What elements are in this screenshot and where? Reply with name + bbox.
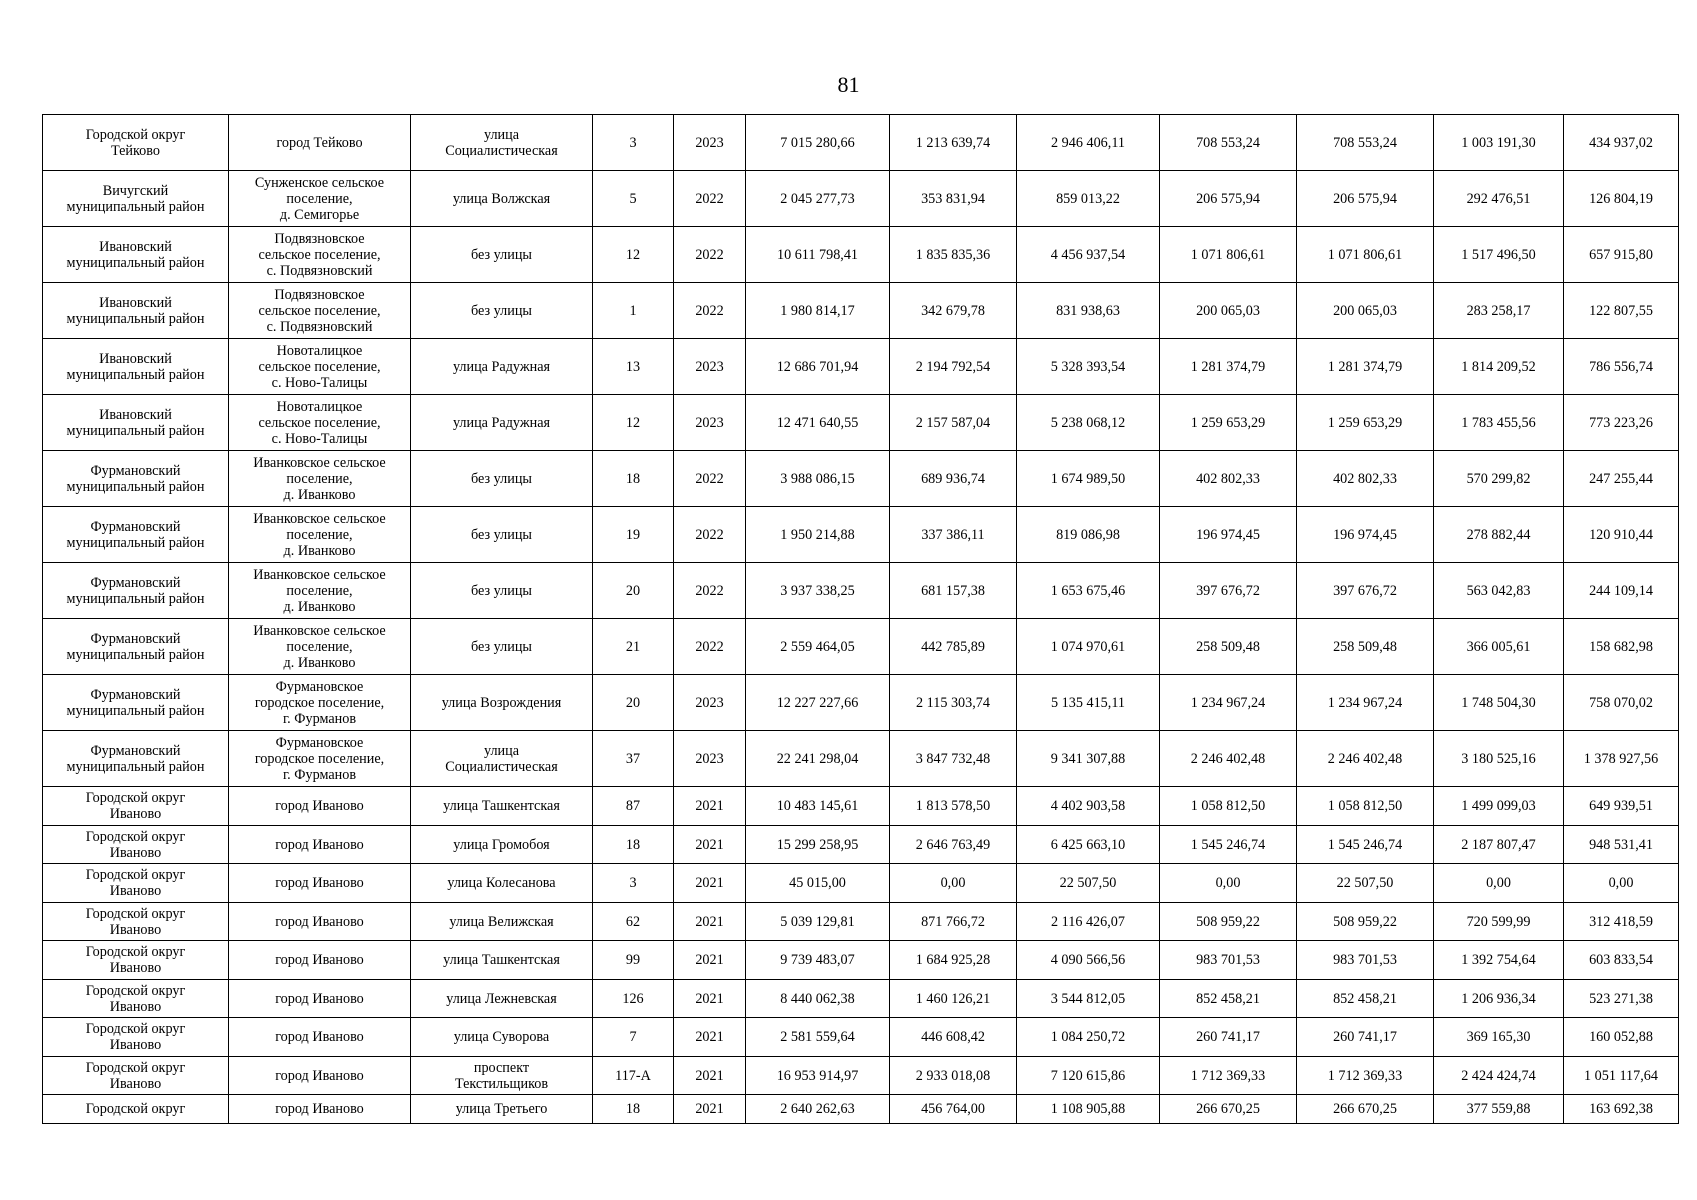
amount-cell: 1 058 812,50 (1160, 787, 1297, 826)
year-cell: 2023 (674, 731, 746, 787)
amount-cell: 1 378 927,56 (1564, 731, 1679, 787)
amount-cell: 1 213 639,74 (890, 115, 1017, 171)
amount-cell: 442 785,89 (890, 619, 1017, 675)
amount-cell: 0,00 (1160, 864, 1297, 903)
amount-cell: 1 783 455,56 (1434, 395, 1564, 451)
amount-cell: 948 531,41 (1564, 826, 1679, 864)
amount-cell: 12 227 227,66 (746, 675, 890, 731)
street-cell: без улицы (411, 619, 593, 675)
street-cell: без улицы (411, 227, 593, 283)
amount-cell: 1 653 675,46 (1017, 563, 1160, 619)
amount-cell: 1 814 209,52 (1434, 339, 1564, 395)
amount-cell: 196 974,45 (1160, 507, 1297, 563)
amount-cell: 2 246 402,48 (1160, 731, 1297, 787)
amount-cell: 983 701,53 (1297, 941, 1434, 980)
amount-cell: 4 456 937,54 (1017, 227, 1160, 283)
amount-cell: 1 234 967,24 (1297, 675, 1434, 731)
amount-cell: 247 255,44 (1564, 451, 1679, 507)
amount-cell: 871 766,72 (890, 903, 1017, 941)
amount-cell: 681 157,38 (890, 563, 1017, 619)
amount-cell: 1 460 126,21 (890, 980, 1017, 1018)
year-cell: 2022 (674, 507, 746, 563)
municipality-cell: Фурмановский муниципальный район (43, 451, 229, 507)
table-row (43, 864, 1679, 903)
settlement-cell: Подвязновское сельское поселение, с. Подвязновский (229, 227, 411, 283)
amount-cell: 0,00 (1434, 864, 1564, 903)
data-table (42, 114, 1679, 1124)
year-cell: 2022 (674, 283, 746, 339)
table-row (43, 395, 1679, 451)
table-row (43, 903, 1679, 941)
municipality-cell: Фурмановский муниципальный район (43, 563, 229, 619)
amount-cell: 196 974,45 (1297, 507, 1434, 563)
amount-cell: 312 418,59 (1564, 903, 1679, 941)
house-cell: 5 (593, 171, 674, 227)
municipality-cell: Городской округ Тейково (43, 115, 229, 171)
amount-cell: 258 509,48 (1160, 619, 1297, 675)
settlement-cell: Иванковское сельское поселение, д. Иванково (229, 451, 411, 507)
year-cell: 2021 (674, 903, 746, 941)
table-row (43, 171, 1679, 227)
amount-cell: 369 165,30 (1434, 1018, 1564, 1057)
year-cell: 2022 (674, 171, 746, 227)
amount-cell: 523 271,38 (1564, 980, 1679, 1018)
amount-cell: 3 847 732,48 (890, 731, 1017, 787)
amount-cell: 657 915,80 (1564, 227, 1679, 283)
amount-cell: 1 835 835,36 (890, 227, 1017, 283)
amount-cell: 8 440 062,38 (746, 980, 890, 1018)
amount-cell: 1 281 374,79 (1160, 339, 1297, 395)
amount-cell: 1 545 246,74 (1160, 826, 1297, 864)
house-cell: 19 (593, 507, 674, 563)
street-cell: улица Лежневская (411, 980, 593, 1018)
house-cell: 3 (593, 864, 674, 903)
amount-cell: 4 090 566,56 (1017, 941, 1160, 980)
house-cell: 37 (593, 731, 674, 787)
amount-cell: 2 116 426,07 (1017, 903, 1160, 941)
amount-cell: 2 424 424,74 (1434, 1057, 1564, 1095)
amount-cell: 206 575,94 (1160, 171, 1297, 227)
table-row (43, 826, 1679, 864)
municipality-cell: Городской округ Иваново (43, 941, 229, 980)
amount-cell: 446 608,42 (890, 1018, 1017, 1057)
amount-cell: 260 741,17 (1160, 1018, 1297, 1057)
house-cell: 126 (593, 980, 674, 1018)
settlement-cell: Подвязновское сельское поселение, с. Подвязновский (229, 283, 411, 339)
amount-cell: 377 559,88 (1434, 1095, 1564, 1124)
amount-cell: 1 206 936,34 (1434, 980, 1564, 1018)
amount-cell: 126 804,19 (1564, 171, 1679, 227)
amount-cell: 402 802,33 (1297, 451, 1434, 507)
amount-cell: 1 712 369,33 (1160, 1057, 1297, 1095)
street-cell: улица Третьего (411, 1095, 593, 1124)
street-cell: без улицы (411, 283, 593, 339)
amount-cell: 1 071 806,61 (1160, 227, 1297, 283)
amount-cell: 1 813 578,50 (890, 787, 1017, 826)
table-row (43, 563, 1679, 619)
house-cell: 18 (593, 1095, 674, 1124)
settlement-cell: город Иваново (229, 1057, 411, 1095)
amount-cell: 12 686 701,94 (746, 339, 890, 395)
amount-cell: 22 507,50 (1017, 864, 1160, 903)
municipality-cell: Городской округ Иваново (43, 826, 229, 864)
amount-cell: 397 676,72 (1160, 563, 1297, 619)
house-cell: 12 (593, 395, 674, 451)
amount-cell: 786 556,74 (1564, 339, 1679, 395)
amount-cell: 1 234 967,24 (1160, 675, 1297, 731)
municipality-cell: Ивановский муниципальный район (43, 395, 229, 451)
house-cell: 20 (593, 675, 674, 731)
settlement-cell: город Иваново (229, 1095, 411, 1124)
amount-cell: 1 684 925,28 (890, 941, 1017, 980)
page-number: 81 (837, 72, 860, 97)
amount-cell: 1 712 369,33 (1297, 1057, 1434, 1095)
settlement-cell: город Иваново (229, 941, 411, 980)
street-cell: улица Ташкентская (411, 941, 593, 980)
amount-cell: 508 959,22 (1160, 903, 1297, 941)
municipality-cell: Городской округ Иваново (43, 1018, 229, 1057)
municipality-cell: Городской округ (43, 1095, 229, 1124)
table-row (43, 227, 1679, 283)
settlement-cell: город Иваново (229, 864, 411, 903)
table-row (43, 787, 1679, 826)
table-row (43, 451, 1679, 507)
settlement-cell: город Иваново (229, 1018, 411, 1057)
amount-cell: 3 937 338,25 (746, 563, 890, 619)
table-row (43, 675, 1679, 731)
municipality-cell: Ивановский муниципальный район (43, 339, 229, 395)
amount-cell: 570 299,82 (1434, 451, 1564, 507)
amount-cell: 563 042,83 (1434, 563, 1564, 619)
municipality-cell: Вичугский муниципальный район (43, 171, 229, 227)
street-cell: улица Социалистическая (411, 115, 593, 171)
settlement-cell: город Иваново (229, 903, 411, 941)
settlement-cell: Фурмановское городское поселение, г. Фурманов (229, 675, 411, 731)
amount-cell: 258 509,48 (1297, 619, 1434, 675)
amount-cell: 7 120 615,86 (1017, 1057, 1160, 1095)
amount-cell: 720 599,99 (1434, 903, 1564, 941)
year-cell: 2021 (674, 826, 746, 864)
amount-cell: 5 039 129,81 (746, 903, 890, 941)
amount-cell: 402 802,33 (1160, 451, 1297, 507)
amount-cell: 852 458,21 (1297, 980, 1434, 1018)
municipality-cell: Фурмановский муниципальный район (43, 731, 229, 787)
amount-cell: 10 611 798,41 (746, 227, 890, 283)
amount-cell: 266 670,25 (1160, 1095, 1297, 1124)
amount-cell: 2 933 018,08 (890, 1057, 1017, 1095)
street-cell: без улицы (411, 507, 593, 563)
amount-cell: 1 003 191,30 (1434, 115, 1564, 171)
year-cell: 2023 (674, 115, 746, 171)
table-row (43, 1018, 1679, 1057)
amount-cell: 9 739 483,07 (746, 941, 890, 980)
year-cell: 2023 (674, 395, 746, 451)
house-cell: 20 (593, 563, 674, 619)
street-cell: улица Социалистическая (411, 731, 593, 787)
amount-cell: 1 051 117,64 (1564, 1057, 1679, 1095)
amount-cell: 2 187 807,47 (1434, 826, 1564, 864)
amount-cell: 7 015 280,66 (746, 115, 890, 171)
amount-cell: 5 238 068,12 (1017, 395, 1160, 451)
amount-cell: 260 741,17 (1297, 1018, 1434, 1057)
amount-cell: 397 676,72 (1297, 563, 1434, 619)
amount-cell: 1 108 905,88 (1017, 1095, 1160, 1124)
amount-cell: 852 458,21 (1160, 980, 1297, 1018)
amount-cell: 278 882,44 (1434, 507, 1564, 563)
amount-cell: 206 575,94 (1297, 171, 1434, 227)
settlement-cell: город Тейково (229, 115, 411, 171)
amount-cell: 5 328 393,54 (1017, 339, 1160, 395)
amount-cell: 22 241 298,04 (746, 731, 890, 787)
settlement-cell: город Иваново (229, 826, 411, 864)
year-cell: 2023 (674, 339, 746, 395)
amount-cell: 434 937,02 (1564, 115, 1679, 171)
amount-cell: 160 052,88 (1564, 1018, 1679, 1057)
street-cell: улица Суворова (411, 1018, 593, 1057)
street-cell: улица Радужная (411, 339, 593, 395)
amount-cell: 819 086,98 (1017, 507, 1160, 563)
amount-cell: 1 517 496,50 (1434, 227, 1564, 283)
amount-cell: 266 670,25 (1297, 1095, 1434, 1124)
house-cell: 62 (593, 903, 674, 941)
amount-cell: 2 115 303,74 (890, 675, 1017, 731)
street-cell: улица Велижская (411, 903, 593, 941)
amount-cell: 2 157 587,04 (890, 395, 1017, 451)
amount-cell: 5 135 415,11 (1017, 675, 1160, 731)
amount-cell: 983 701,53 (1160, 941, 1297, 980)
street-cell: улица Колесанова (411, 864, 593, 903)
amount-cell: 1 674 989,50 (1017, 451, 1160, 507)
amount-cell: 22 507,50 (1297, 864, 1434, 903)
amount-cell: 0,00 (890, 864, 1017, 903)
amount-cell: 366 005,61 (1434, 619, 1564, 675)
amount-cell: 2 640 262,63 (746, 1095, 890, 1124)
settlement-cell: Иванковское сельское поселение, д. Иванково (229, 507, 411, 563)
table-row (43, 283, 1679, 339)
municipality-cell: Городской округ Иваново (43, 903, 229, 941)
amount-cell: 9 341 307,88 (1017, 731, 1160, 787)
street-cell: улица Возрождения (411, 675, 593, 731)
year-cell: 2021 (674, 941, 746, 980)
municipality-cell: Городской округ Иваново (43, 1057, 229, 1095)
municipality-cell: Городской округ Иваново (43, 787, 229, 826)
house-cell: 7 (593, 1018, 674, 1057)
amount-cell: 831 938,63 (1017, 283, 1160, 339)
amount-cell: 2 581 559,64 (746, 1018, 890, 1057)
house-cell: 1 (593, 283, 674, 339)
house-cell: 3 (593, 115, 674, 171)
amount-cell: 1 058 812,50 (1297, 787, 1434, 826)
amount-cell: 3 544 812,05 (1017, 980, 1160, 1018)
table-row (43, 507, 1679, 563)
year-cell: 2022 (674, 227, 746, 283)
amount-cell: 120 910,44 (1564, 507, 1679, 563)
table-row (43, 619, 1679, 675)
year-cell: 2021 (674, 980, 746, 1018)
amount-cell: 1 392 754,64 (1434, 941, 1564, 980)
municipality-cell: Фурмановский муниципальный район (43, 507, 229, 563)
municipality-cell: Ивановский муниципальный район (43, 283, 229, 339)
amount-cell: 708 553,24 (1160, 115, 1297, 171)
amount-cell: 244 109,14 (1564, 563, 1679, 619)
amount-cell: 1 950 214,88 (746, 507, 890, 563)
amount-cell: 1 499 099,03 (1434, 787, 1564, 826)
house-cell: 13 (593, 339, 674, 395)
street-cell: без улицы (411, 563, 593, 619)
street-cell: улица Громобоя (411, 826, 593, 864)
table-row (43, 115, 1679, 171)
street-cell: улица Ташкентская (411, 787, 593, 826)
year-cell: 2021 (674, 1057, 746, 1095)
house-cell: 12 (593, 227, 674, 283)
amount-cell: 200 065,03 (1297, 283, 1434, 339)
amount-cell: 2 646 763,49 (890, 826, 1017, 864)
house-cell: 18 (593, 451, 674, 507)
municipality-cell: Городской округ Иваново (43, 864, 229, 903)
amount-cell: 200 065,03 (1160, 283, 1297, 339)
settlement-cell: город Иваново (229, 787, 411, 826)
amount-cell: 1 259 653,29 (1160, 395, 1297, 451)
table-row (43, 731, 1679, 787)
amount-cell: 10 483 145,61 (746, 787, 890, 826)
amount-cell: 292 476,51 (1434, 171, 1564, 227)
settlement-cell: Фурмановское городское поселение, г. Фурманов (229, 731, 411, 787)
settlement-cell: Новоталицкое сельское поселение, с. Ново-Талицы (229, 339, 411, 395)
amount-cell: 3 988 086,15 (746, 451, 890, 507)
amount-cell: 2 194 792,54 (890, 339, 1017, 395)
street-cell: без улицы (411, 451, 593, 507)
table-row (43, 339, 1679, 395)
amount-cell: 456 764,00 (890, 1095, 1017, 1124)
settlement-cell: Иванковское сельское поселение, д. Иванково (229, 619, 411, 675)
amount-cell: 15 299 258,95 (746, 826, 890, 864)
table-row (43, 1095, 1679, 1124)
amount-cell: 163 692,38 (1564, 1095, 1679, 1124)
settlement-cell: город Иваново (229, 980, 411, 1018)
amount-cell: 122 807,55 (1564, 283, 1679, 339)
amount-cell: 1 545 246,74 (1297, 826, 1434, 864)
year-cell: 2021 (674, 864, 746, 903)
amount-cell: 1 084 250,72 (1017, 1018, 1160, 1057)
house-cell: 117-А (593, 1057, 674, 1095)
house-cell: 99 (593, 941, 674, 980)
amount-cell: 16 953 914,97 (746, 1057, 890, 1095)
amount-cell: 45 015,00 (746, 864, 890, 903)
year-cell: 2022 (674, 619, 746, 675)
amount-cell: 1 074 970,61 (1017, 619, 1160, 675)
amount-cell: 342 679,78 (890, 283, 1017, 339)
amount-cell: 283 258,17 (1434, 283, 1564, 339)
amount-cell: 158 682,98 (1564, 619, 1679, 675)
amount-cell: 1 748 504,30 (1434, 675, 1564, 731)
year-cell: 2021 (674, 1018, 746, 1057)
amount-cell: 0,00 (1564, 864, 1679, 903)
settlement-cell: Иванковское сельское поселение, д. Иванково (229, 563, 411, 619)
amount-cell: 2 246 402,48 (1297, 731, 1434, 787)
amount-cell: 6 425 663,10 (1017, 826, 1160, 864)
year-cell: 2023 (674, 675, 746, 731)
amount-cell: 603 833,54 (1564, 941, 1679, 980)
year-cell: 2021 (674, 1095, 746, 1124)
amount-cell: 2 559 464,05 (746, 619, 890, 675)
street-cell: улица Радужная (411, 395, 593, 451)
table-row (43, 980, 1679, 1018)
house-cell: 18 (593, 826, 674, 864)
amount-cell: 1 281 374,79 (1297, 339, 1434, 395)
amount-cell: 1 071 806,61 (1297, 227, 1434, 283)
settlement-cell: Сунженское сельское поселение, д. Семигорье (229, 171, 411, 227)
amount-cell: 649 939,51 (1564, 787, 1679, 826)
municipality-cell: Городской округ Иваново (43, 980, 229, 1018)
amount-cell: 2 045 277,73 (746, 171, 890, 227)
house-cell: 87 (593, 787, 674, 826)
street-cell: проспект Текстильщиков (411, 1057, 593, 1095)
amount-cell: 1 980 814,17 (746, 283, 890, 339)
amount-cell: 2 946 406,11 (1017, 115, 1160, 171)
amount-cell: 1 259 653,29 (1297, 395, 1434, 451)
municipality-cell: Фурмановский муниципальный район (43, 675, 229, 731)
street-cell: улица Волжская (411, 171, 593, 227)
amount-cell: 4 402 903,58 (1017, 787, 1160, 826)
municipality-cell: Ивановский муниципальный район (43, 227, 229, 283)
year-cell: 2022 (674, 563, 746, 619)
table-row (43, 941, 1679, 980)
amount-cell: 859 013,22 (1017, 171, 1160, 227)
amount-cell: 353 831,94 (890, 171, 1017, 227)
amount-cell: 12 471 640,55 (746, 395, 890, 451)
amount-cell: 337 386,11 (890, 507, 1017, 563)
amount-cell: 508 959,22 (1297, 903, 1434, 941)
year-cell: 2022 (674, 451, 746, 507)
year-cell: 2021 (674, 787, 746, 826)
amount-cell: 758 070,02 (1564, 675, 1679, 731)
amount-cell: 708 553,24 (1297, 115, 1434, 171)
amount-cell: 689 936,74 (890, 451, 1017, 507)
amount-cell: 3 180 525,16 (1434, 731, 1564, 787)
house-cell: 21 (593, 619, 674, 675)
amount-cell: 773 223,26 (1564, 395, 1679, 451)
municipality-cell: Фурмановский муниципальный район (43, 619, 229, 675)
settlement-cell: Новоталицкое сельское поселение, с. Ново-Талицы (229, 395, 411, 451)
table-row (43, 1057, 1679, 1095)
